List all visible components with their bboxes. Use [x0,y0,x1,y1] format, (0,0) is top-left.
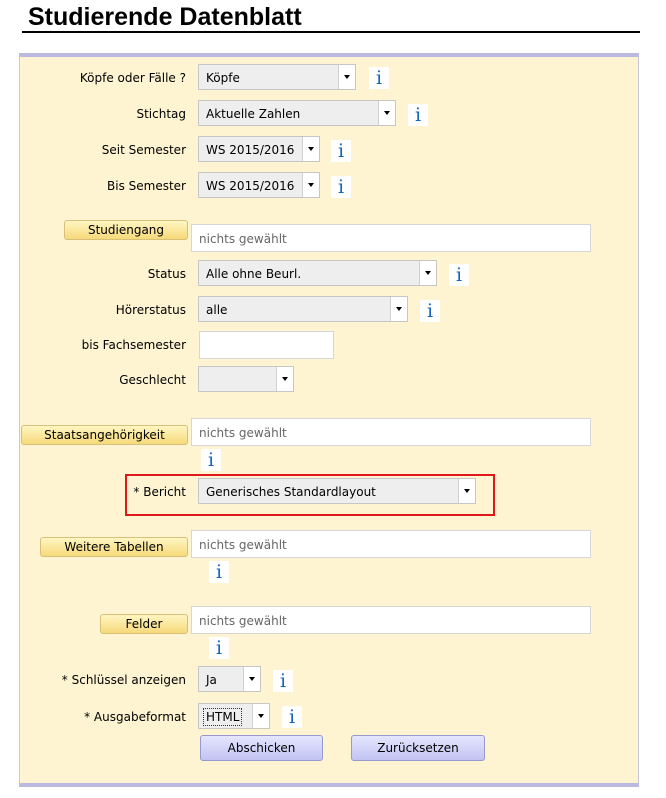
info-icon[interactable]: i [369,67,389,89]
ausgabeformat-value: HTML [203,708,242,726]
bis-semester-value: WS 2015/2016 [206,179,295,193]
koepfe-select[interactable] [198,64,356,90]
info-icon[interactable]: i [331,140,351,162]
page-title: Studierende Datenblatt [28,3,302,31]
bericht-value: Generisches Standardlayout [206,485,376,499]
ausgabeformat-select[interactable] [198,703,270,729]
status-value: Alle ohne Beurl. [206,267,302,281]
staatsangehoerigkeit-placeholder: nichts gewählt [199,426,287,440]
chevron-down-icon[interactable] [419,261,436,285]
chevron-down-icon[interactable] [243,667,260,691]
chevron-down-icon[interactable] [276,367,293,391]
stichtag-label: Stichtag [136,107,186,121]
ausgabeformat-label: * Ausgabeformat [84,710,186,724]
bis-fachsemester-label: bis Fachsemester [81,338,186,352]
bericht-select[interactable] [198,478,476,504]
felder-placeholder: nichts gewählt [199,614,287,628]
info-icon[interactable]: i [209,561,229,583]
seit-semester-select[interactable] [198,136,320,162]
info-icon[interactable]: i [273,670,293,692]
felder-field[interactable] [191,606,591,634]
chevron-down-icon[interactable] [302,137,319,161]
chevron-down-icon[interactable] [252,704,269,728]
info-icon[interactable]: i [331,176,351,198]
hoererstatus-label: Hörerstatus [115,303,186,317]
info-icon[interactable]: i [408,104,428,126]
status-select[interactable] [198,260,437,286]
studiengang-button[interactable]: Studiengang [64,220,188,240]
info-icon[interactable]: i [282,706,302,728]
chevron-down-icon[interactable] [390,297,407,321]
chevron-down-icon[interactable] [378,101,395,125]
title-underline [22,31,640,33]
hoererstatus-value: alle [206,303,228,317]
weitere-tabellen-button[interactable]: Weitere Tabellen [40,537,188,557]
felder-button[interactable]: Felder [100,614,188,634]
chevron-down-icon[interactable] [338,65,355,89]
schluessel-value: Ja [206,673,217,687]
info-icon[interactable]: i [209,637,229,659]
stichtag-select[interactable] [198,100,396,126]
weitere-tabellen-placeholder: nichts gewählt [199,538,287,552]
studiengang-field[interactable] [191,224,591,252]
chevron-down-icon[interactable] [302,173,319,197]
koepfe-label: Köpfe oder Fälle ? [79,71,186,85]
geschlecht-select[interactable] [198,366,294,392]
bis-semester-label: Bis Semester [107,179,186,193]
seit-semester-label: Seit Semester [101,143,186,157]
weitere-tabellen-field[interactable] [191,530,591,558]
info-icon[interactable]: i [449,264,469,286]
info-icon[interactable]: i [420,300,440,322]
status-label: Status [147,267,186,281]
schluessel-select[interactable] [198,666,261,692]
koepfe-value: Köpfe [206,71,240,85]
bis-fachsemester-input[interactable] [199,331,334,359]
chevron-down-icon[interactable] [458,479,475,503]
bis-semester-select[interactable] [198,172,320,198]
staatsangehoerigkeit-field[interactable] [191,418,591,446]
seit-semester-value: WS 2015/2016 [206,143,295,157]
hoererstatus-select[interactable] [198,296,408,322]
submit-button[interactable]: Abschicken [200,735,323,761]
reset-button[interactable]: Zurücksetzen [351,735,485,761]
geschlecht-label: Geschlecht [119,373,186,387]
staatsangehoerigkeit-button[interactable]: Staatsangehörigkeit [21,425,188,445]
info-icon[interactable]: i [201,449,221,471]
schluessel-label: * Schlüssel anzeigen [61,673,186,687]
studiengang-placeholder: nichts gewählt [199,232,287,246]
bericht-label: * Bericht [133,485,186,499]
stichtag-value: Aktuelle Zahlen [206,107,301,121]
